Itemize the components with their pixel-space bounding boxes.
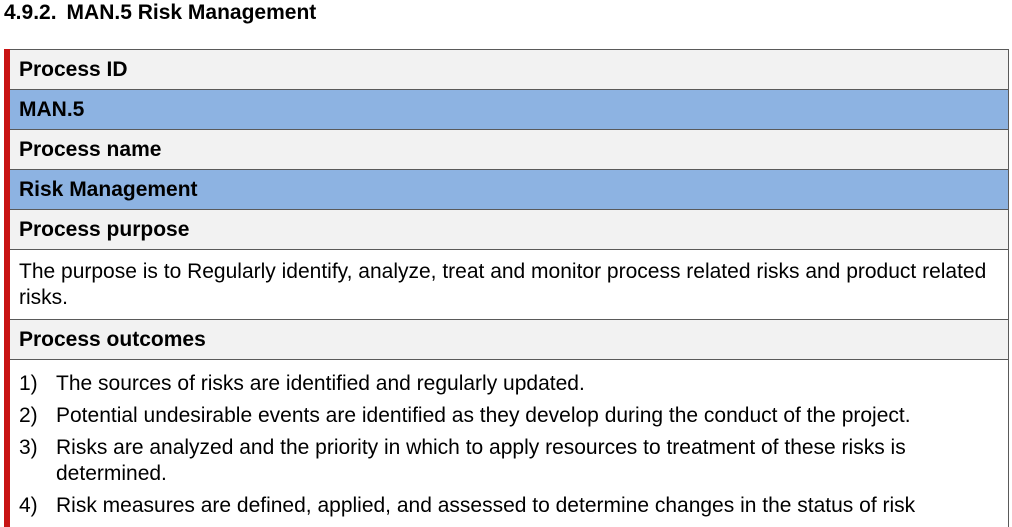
process-id-label: Process ID [19, 58, 128, 81]
outcome-item [19, 435, 998, 487]
process-table-body [10, 49, 1009, 527]
process-outcomes-label-row [10, 320, 1008, 360]
outcome-number: 3) [19, 436, 38, 459]
section-title: MAN.5 Risk Management [66, 1, 317, 24]
outcome-number: 4) [19, 494, 38, 517]
outcome-item [19, 403, 998, 429]
process-name-value-row [10, 170, 1008, 210]
process-purpose-text-row [10, 250, 1008, 320]
outcome-text: Potential undesirable events are identified as they develop during the conduct of the project. [56, 404, 911, 427]
outcome-text: Risks are analyzed and the priority in which to apply resources to treatment of these risks is determined. [56, 436, 906, 485]
process-name-value: Risk Management [19, 178, 198, 201]
process-outcomes-label: Process outcomes [19, 328, 206, 351]
outcome-number: 1) [19, 372, 38, 395]
outcome-number: 2) [19, 404, 38, 427]
process-name-label-row [10, 130, 1008, 170]
outcome-item [19, 493, 998, 519]
outcome-text: Risk measures are defined, applied, and assessed to determine changes in the status of risk [56, 494, 916, 517]
section-heading [4, 0, 316, 28]
process-id-value: MAN.5 [19, 98, 85, 121]
section-number: 4.9.2. [4, 1, 57, 24]
process-outcomes-row [10, 360, 1008, 527]
outcome-list [19, 371, 998, 519]
process-table [4, 49, 1009, 527]
process-name-label: Process name [19, 138, 162, 161]
outcome-item [19, 371, 998, 397]
process-purpose-text: The purpose is to Regularly identify, analyze, treat and monitor process related risks and product related risks. [19, 260, 987, 309]
process-purpose-label-row [10, 210, 1008, 250]
process-id-label-row [10, 50, 1008, 90]
process-id-value-row [10, 90, 1008, 130]
process-purpose-label: Process purpose [19, 218, 190, 241]
outcome-text: The sources of risks are identified and regularly updated. [56, 372, 585, 395]
